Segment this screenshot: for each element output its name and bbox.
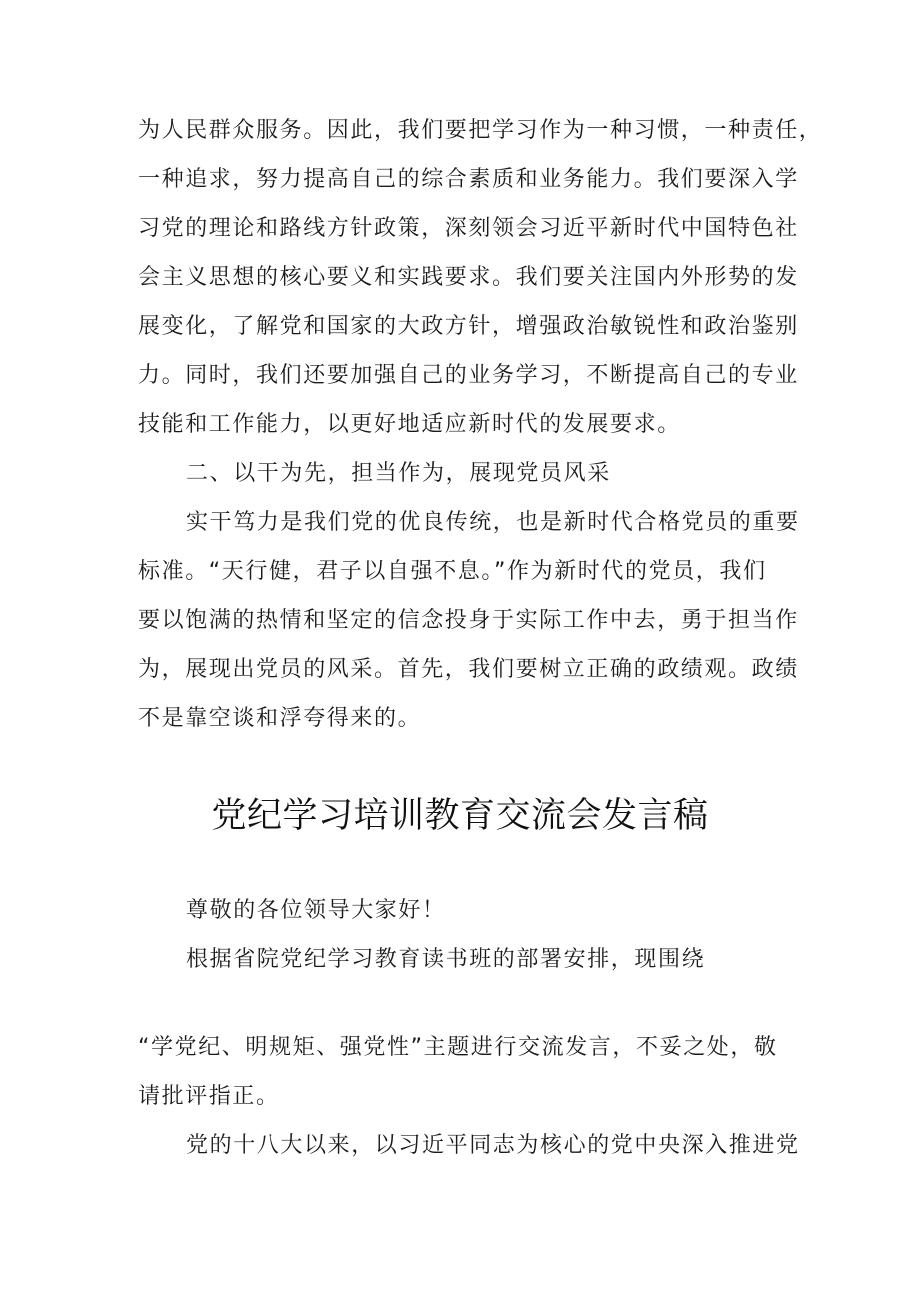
- paragraph-line: 请批评指正。: [138, 1084, 280, 1109]
- paragraph-line: 展变化，了解党和国家的大政方针，增强政治敏锐性和政治鉴别: [138, 314, 799, 339]
- paragraph-line: 实干笃力是我们党的优良传统，也是新时代合格党员的重要: [186, 510, 800, 535]
- paragraph-line: “学党纪、明规矩、强党性”主题进行交流发言，不妥之处，敬: [138, 1035, 778, 1060]
- document-title: 党纪学习培训教育交流会发言稿: [211, 796, 709, 836]
- paragraph-line: 为，展现出党员的风采。首先，我们要树立正确的政绩观。政绩: [138, 657, 799, 682]
- paragraph-line: 根据省院党纪学习教育读书班的部署安排，现围绕: [186, 947, 706, 972]
- paragraph-line: 党的十八大以来，以习近平同志为核心的党中央深入推进党: [186, 1133, 800, 1158]
- paragraph-line: 力。同时，我们还要加强自己的业务学习，不断提高自己的专业: [138, 363, 799, 388]
- paragraph-line: 一种追求，努力提高自己的综合素质和业务能力。我们要深入学: [138, 167, 799, 192]
- paragraph-line: 标准。“天行健，君子以自强不息。”作为新时代的党员，我们: [138, 559, 767, 584]
- paragraph-line: 习党的理论和路线方针政策，深刻领会习近平新时代中国特色社: [138, 216, 799, 241]
- greeting: 尊敬的各位领导大家好！: [186, 898, 446, 923]
- paragraph-line: 会主义思想的核心要义和实践要求。我们要关注国内外形势的发: [138, 265, 799, 290]
- paragraph-line: 为人民群众服务。因此，我们要把学习作为一种习惯，一种责任，: [138, 118, 823, 143]
- paragraph-line: 技能和工作能力，以更好地适应新时代的发展要求。: [138, 412, 681, 437]
- paragraph-line: 要以饱满的热情和坚定的信念投身于实际工作中去，勇于担当作: [138, 608, 799, 633]
- section-heading: 二、以干为先，担当作为，展现党员风采: [186, 461, 611, 486]
- paragraph-line: 不是靠空谈和浮夸得来的。: [138, 706, 422, 731]
